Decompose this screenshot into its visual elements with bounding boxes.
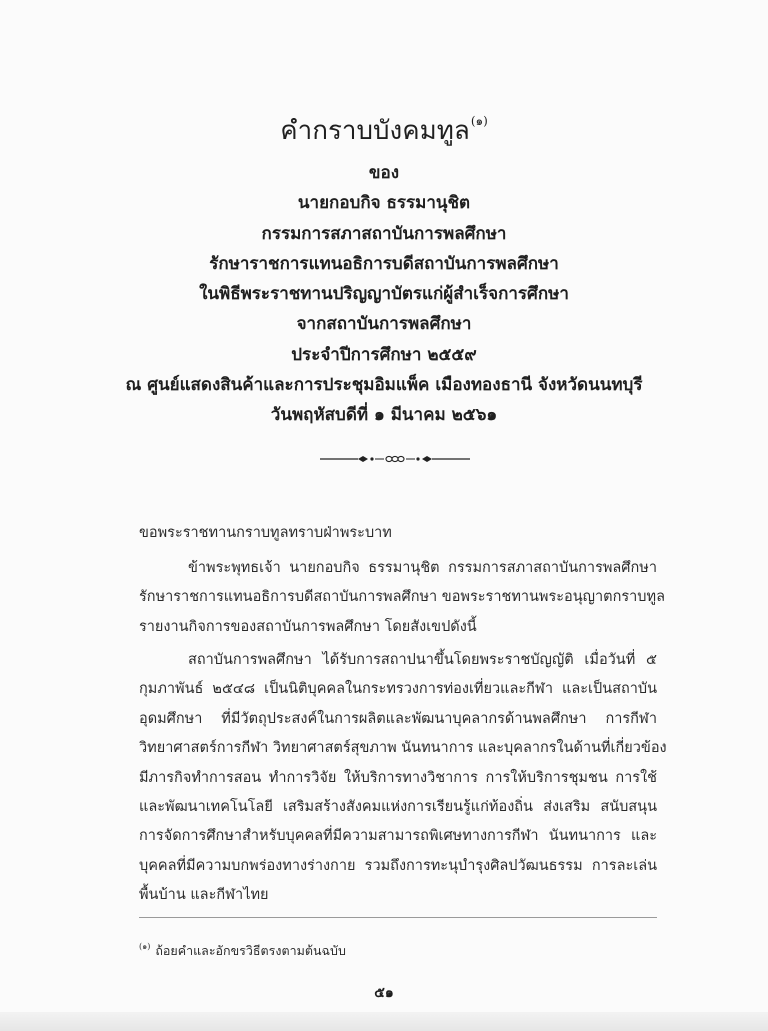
header-line-of: ของ [368, 163, 400, 183]
paragraph-2-line: มีภารกิจทำการสอน ทำการวิจัย ให้บริการทางวิชาการ การให้บริการชุมชน การใช้ [139, 769, 657, 786]
header-line-date: วันพฤหัสบดีที่ ๑ มีนาคม ๒๕๖๑ [270, 405, 498, 426]
footnote-mark: (๑) [139, 942, 151, 951]
header-line-academic-year: ประจำปีการศึกษา ๒๕๕๙ [291, 344, 477, 365]
document-title [0, 103, 768, 149]
paragraph-2-line: พื้นบ้าน และกีฬาไทย [139, 887, 269, 904]
paragraph-1-line: ข้าพระพุทธเจ้า นายกอบกิจ ธรรมานุชิต กรรมการสภาสถาบันการพลศึกษา [188, 560, 657, 576]
paragraph-1 [139, 554, 665, 642]
title-footnote-mark: (๑) [470, 114, 488, 128]
paragraph-1-line: รักษาราชการแทนอธิการบดีสถาบันการพลศึกษา ขอพระราชทานพระอนุญาตกราบทูล [139, 589, 665, 606]
footnote [139, 936, 346, 962]
paragraph-2-line: กุมภาพันธ์ ๒๕๔๘ เป็นนิติบุคคลในกระทรวงการท่องเที่ยวและกีฬา และเป็นสถาบัน [139, 681, 657, 698]
paragraph-1-line: รายงานกิจการของสถาบันการพลศึกษา โดยสังเขปดังนี้ [139, 618, 477, 635]
salutation: ขอพระราชทานกราบทูลทราบฝ่าพระบาท [139, 525, 392, 541]
paragraph-2-line: สถาบันการพลศึกษา ได้รับการสถาปนาขึ้นโดยพระราชบัญญัติ เมื่อวันที่ ๕ [188, 652, 657, 668]
page-number: ๕๑ [374, 985, 394, 1001]
title-text: คำกราบบังคมทูล [280, 116, 470, 146]
paragraph-2 [139, 646, 667, 911]
paragraph-2-line: การจัดการศึกษาสำหรับบุคคลที่มีความสามารถพิเศษทางการกีฬา นันทนาการ และ [139, 828, 657, 845]
paragraph-2-line: บุคคลที่มีความบกพร่องทางร่างกาย รวมถึงการทะนุบำรุงศิลปวัฒนธรรม การละเล่น [139, 857, 657, 874]
paragraph-2-line: วิทยาศาสตร์การกีฬา วิทยาศาสตร์สุขภาพ นันทนาการ และบุคลากรในด้านที่เกี่ยวข้อง [139, 740, 667, 757]
header-line-institute: จากสถาบันการพลศึกษา [296, 314, 472, 335]
paragraph-2-line: และพัฒนาเทคโนโลยี เสริมสร้างสังคมแห่งการเรียนรู้แก่ท้องถิ่น ส่งเสริม สนับสนุน [139, 798, 657, 815]
paragraph-2-line: อุดมศึกษา ที่มีวัตถุประสงค์ในการผลิตและพัฒนาบุคลากรด้านพลศึกษา การกีฬา [139, 710, 657, 727]
header-line-venue: ณ ศูนย์แสดงสินค้าและการประชุมอิมแพ็ค เมืองทองธานี จังหวัดนนทบุรี [125, 375, 643, 396]
header-line-name: นายกอบกิจ ธรรมานุชิต [297, 193, 471, 214]
header-line-ceremony: ในพิธีพระราชทานปริญญาบัตรแก่ผู้สำเร็จการศึกษา [199, 284, 569, 305]
footnote-text: ถ้อยคำและอักขรวิธีตรงตามต้นฉบับ [155, 943, 346, 958]
footnote-separator [139, 917, 657, 918]
header-line-position: กรรมการสภาสถาบันการพลศึกษา [261, 223, 507, 244]
divider-ornament-icon [320, 451, 470, 467]
header-block [100, 158, 668, 431]
header-line-acting-role: รักษาราชการแทนอธิการบดีสถาบันการพลศึกษา [209, 253, 559, 274]
page-bottom-shade [0, 1012, 768, 1031]
